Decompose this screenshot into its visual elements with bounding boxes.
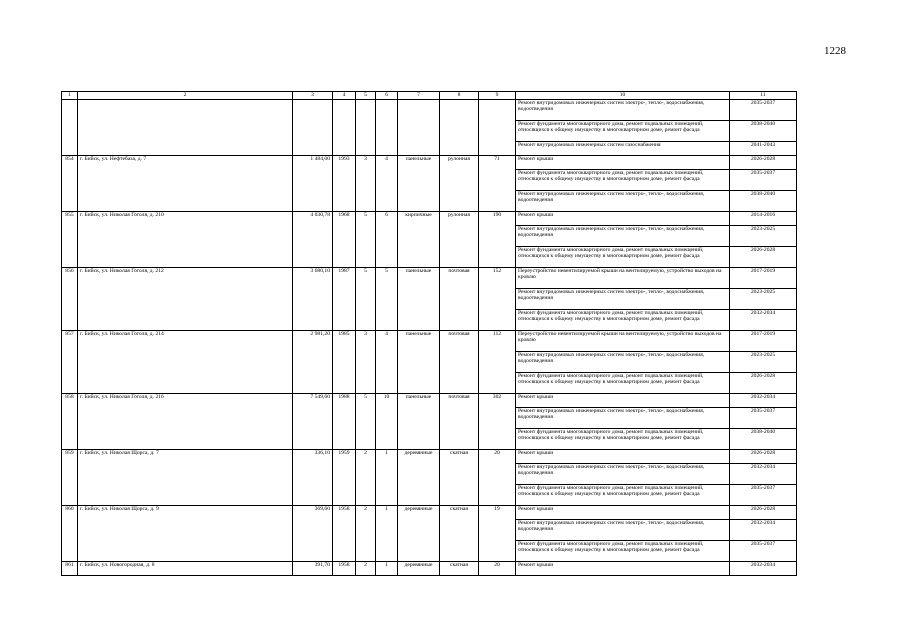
floors-cell: 3: [356, 330, 376, 393]
empty-cell: [78, 99, 293, 155]
entrances-cell: 4: [376, 155, 398, 211]
work-type-cell: Ремонт крыши: [516, 393, 730, 407]
residents-cell: 302: [479, 393, 516, 449]
work-period-cell: 2026-2028: [730, 246, 797, 267]
wall-material-cell: деревянные: [398, 561, 440, 575]
wall-material-cell: кирпичные: [398, 211, 440, 267]
work-type-cell: Ремонт крыши: [516, 561, 730, 575]
header-cell-7: 7: [398, 92, 440, 100]
area-cell: 1 484,00: [293, 155, 333, 211]
wall-material-cell: деревянные: [398, 505, 440, 561]
area-cell: 4 030,78: [293, 211, 333, 267]
header-cell-2: 2: [78, 92, 293, 100]
header-cell-9: 9: [479, 92, 516, 100]
work-period-cell: 2038-2040: [730, 120, 797, 141]
work-period-cell: 2017-2019: [730, 267, 797, 288]
table-row: [62, 449, 797, 463]
floors-cell: 5: [356, 393, 376, 449]
column-number-header-row: [62, 92, 797, 100]
building-number-cell: 854: [62, 155, 78, 211]
work-period-cell: 2035-2037: [730, 169, 797, 190]
empty-cell: [293, 99, 333, 155]
work-period-cell: 2035-2037: [730, 407, 797, 428]
roof-type-cell: скатная: [440, 505, 479, 561]
area-cell: 7 549,60: [293, 393, 333, 449]
wall-material-cell: панельные: [398, 393, 440, 449]
work-type-cell: Ремонт фундамента многоквартирного дома, ремонт подвальных помещений, относящихся к общему имуществу в многоквартирном доме, ремонт фасада: [516, 372, 730, 393]
work-period-cell: 2026-2028: [730, 505, 797, 519]
empty-cell: [62, 99, 78, 155]
work-period-cell: 2026-2028: [730, 449, 797, 463]
header-cell-1: 1: [62, 92, 78, 100]
empty-cell: [376, 99, 398, 155]
work-type-cell: Ремонт фундамента многоквартирного дома, ремонт подвальных помещений, относящихся к общему имуществу в многоквартирном доме, ремонт фасада: [516, 540, 730, 561]
roof-type-cell: рулонная: [440, 211, 479, 267]
building-number-cell: 859: [62, 449, 78, 505]
work-type-cell: Ремонт внутридомовых инженерных систем электро-, тепло-, водоснабжения, водоотведения: [516, 288, 730, 309]
roof-type-cell: почтовая: [440, 267, 479, 330]
page-number: 1228: [824, 45, 846, 57]
header-cell-8: 8: [440, 92, 479, 100]
floors-cell: 2: [356, 449, 376, 505]
header-cell-6: 6: [376, 92, 398, 100]
area-cell: 3 680,10: [293, 267, 333, 330]
table-row: [62, 393, 797, 407]
year-cell: 1958: [333, 561, 356, 575]
work-period-cell: 2035-2037: [730, 540, 797, 561]
work-type-cell: Ремонт внутридомовых инженерных систем электро-, тепло-, водоснабжения, водоотведения: [516, 99, 730, 120]
building-number-cell: 860: [62, 505, 78, 561]
work-period-cell: 2041-2043: [730, 141, 797, 155]
building-number-cell: 855: [62, 211, 78, 267]
building-number-cell: 858: [62, 393, 78, 449]
year-cell: 1993: [333, 155, 356, 211]
header-cell-10: 10: [516, 92, 730, 100]
work-period-cell: 2035-2037: [730, 99, 797, 120]
building-number-cell: 861: [62, 561, 78, 575]
table-row: [62, 267, 797, 288]
address-cell: г. Бийск, ул. Николая Гоголя, д. 212: [78, 267, 293, 330]
residents-cell: 20: [479, 449, 516, 505]
table-row: [62, 561, 797, 575]
work-period-cell: 2023-2025: [730, 351, 797, 372]
register-body: [62, 92, 797, 576]
address-cell: г. Бийск, ул. Николая Гоголя, д. 214: [78, 330, 293, 393]
work-type-cell: Ремонт фундамента многоквартирного дома, ремонт подвальных помещений, относящихся к общему имуществу в многоквартирном доме, ремонт фасада: [516, 484, 730, 505]
wall-material-cell: деревянные: [398, 449, 440, 505]
work-period-cell: 2038-2040: [730, 428, 797, 449]
address-cell: г. Бийск, ул. Николая Гоголя, д. 216: [78, 393, 293, 449]
work-type-cell: Ремонт фундамента многоквартирного дома, ремонт подвальных помещений, относящихся к общему имуществу в многоквартирном доме, ремонт фасада: [516, 120, 730, 141]
building-number-cell: 857: [62, 330, 78, 393]
work-period-cell: 2032-2034: [730, 309, 797, 330]
work-type-cell: Ремонт фундамента многоквартирного дома, ремонт подвальных помещений, относящихся к общему имуществу в многоквартирном доме, ремонт фасада: [516, 428, 730, 449]
residents-cell: 20: [479, 561, 516, 575]
work-type-cell: Переустройство невентилируемой крыши на вентилируемую, устройство выходов на кровлю: [516, 267, 730, 288]
work-type-cell: Ремонт внутридомовых инженерных систем электро-, тепло-, водоснабжения, водоотведения: [516, 519, 730, 540]
work-type-cell: Ремонт внутридомовых инженерных систем электро-, тепло-, водоснабжения, водоотведения: [516, 463, 730, 484]
work-type-cell: Ремонт крыши: [516, 449, 730, 463]
address-cell: г. Бийск, ул. Новогородная, д. 8: [78, 561, 293, 575]
floors-cell: 2: [356, 561, 376, 575]
empty-cell: [440, 99, 479, 155]
work-type-cell: Ремонт фундамента многоквартирного дома, ремонт подвальных помещений, относящихся к общему имуществу в многоквартирном доме, ремонт фасада: [516, 309, 730, 330]
roof-type-cell: рулонная: [440, 155, 479, 211]
work-period-cell: 2035-2037: [730, 484, 797, 505]
floors-cell: 3: [356, 155, 376, 211]
entrances-cell: 4: [376, 330, 398, 393]
work-period-cell: 2023-2025: [730, 288, 797, 309]
roof-type-cell: скатная: [440, 449, 479, 505]
address-cell: г. Бийск, ул. Николая Щорса, д. 7: [78, 449, 293, 505]
work-type-cell: Ремонт внутридомовых инженерных систем газоснабжения: [516, 141, 730, 155]
table-row: [62, 155, 797, 169]
work-type-cell: Ремонт крыши: [516, 211, 730, 225]
capital-repair-register-table: [61, 91, 797, 576]
area-cell: 2 981,20: [293, 330, 333, 393]
work-type-cell: Ремонт фундамента многоквартирного дома, ремонт подвальных помещений, относящихся к общему имуществу в многоквартирном доме, ремонт фасада: [516, 246, 730, 267]
work-period-cell: 2032-2034: [730, 393, 797, 407]
address-cell: г. Бийск, ул. Николая Гоголя, д. 210: [78, 211, 293, 267]
area-cell: 391,70: [293, 561, 333, 575]
work-type-cell: Ремонт внутридомовых инженерных систем электро-, тепло-, водоснабжения, водоотведения: [516, 407, 730, 428]
table-row: [62, 330, 797, 351]
roof-type-cell: скатная: [440, 561, 479, 575]
residents-cell: 19: [479, 505, 516, 561]
header-cell-3: 3: [293, 92, 333, 100]
work-type-cell: Ремонт внутридомовых инженерных систем электро-, тепло-, водоснабжения, водоотведения: [516, 190, 730, 211]
entrances-cell: 6: [376, 211, 398, 267]
work-type-cell: Ремонт внутридомовых инженерных систем электро-, тепло-, водоснабжения, водоотведения: [516, 225, 730, 246]
year-cell: 1985: [333, 330, 356, 393]
work-type-cell: Ремонт фундамента многоквартирного дома, ремонт подвальных помещений, относящихся к общему имуществу в многоквартирном доме, ремонт фасада: [516, 169, 730, 190]
entrances-cell: 1: [376, 505, 398, 561]
header-cell-4: 4: [333, 92, 356, 100]
header-cell-5: 5: [356, 92, 376, 100]
work-period-cell: 2014-2016: [730, 211, 797, 225]
empty-cell: [356, 99, 376, 155]
area-cell: 369,60: [293, 505, 333, 561]
year-cell: 1959: [333, 449, 356, 505]
year-cell: 1958: [333, 505, 356, 561]
wall-material-cell: панельные: [398, 267, 440, 330]
work-period-cell: 2026-2028: [730, 372, 797, 393]
area-cell: 336,10: [293, 449, 333, 505]
work-period-cell: 2017-2019: [730, 330, 797, 351]
address-cell: г. Бийск, ул. Нефтебаза, д. 7: [78, 155, 293, 211]
year-cell: 1968: [333, 211, 356, 267]
table-row: [62, 99, 797, 120]
floors-cell: 5: [356, 267, 376, 330]
work-type-cell: Ремонт крыши: [516, 505, 730, 519]
address-cell: г. Бийск, ул. Николая Щорса, д. 9: [78, 505, 293, 561]
year-cell: 1988: [333, 393, 356, 449]
work-type-cell: Ремонт внутридомовых инженерных систем электро-, тепло-, водоснабжения, водоотведения: [516, 351, 730, 372]
header-cell-11: 11: [730, 92, 797, 100]
empty-cell: [479, 99, 516, 155]
table-row: [62, 505, 797, 519]
table-row: [62, 211, 797, 225]
empty-cell: [333, 99, 356, 155]
work-period-cell: 2026-2028: [730, 155, 797, 169]
work-period-cell: 2032-2034: [730, 561, 797, 575]
wall-material-cell: панельные: [398, 330, 440, 393]
residents-cell: 112: [479, 330, 516, 393]
entrances-cell: 1: [376, 561, 398, 575]
year-cell: 1987: [333, 267, 356, 330]
entrances-cell: 1: [376, 449, 398, 505]
building-number-cell: 856: [62, 267, 78, 330]
roof-type-cell: почтовая: [440, 330, 479, 393]
wall-material-cell: панельные: [398, 155, 440, 211]
residents-cell: 190: [479, 211, 516, 267]
work-period-cell: 2038-2040: [730, 190, 797, 211]
entrances-cell: 10: [376, 393, 398, 449]
residents-cell: 152: [479, 267, 516, 330]
roof-type-cell: почтовая: [440, 393, 479, 449]
floors-cell: 2: [356, 505, 376, 561]
residents-cell: 71: [479, 155, 516, 211]
entrances-cell: 5: [376, 267, 398, 330]
empty-cell: [398, 99, 440, 155]
work-period-cell: 2032-2034: [730, 519, 797, 540]
work-type-cell: Ремонт крыши: [516, 155, 730, 169]
work-period-cell: 2032-2034: [730, 463, 797, 484]
work-period-cell: 2023-2025: [730, 225, 797, 246]
work-type-cell: Переустройство невентилируемой крыши на вентилируемую, устройство выходов на кровлю: [516, 330, 730, 351]
floors-cell: 5: [356, 211, 376, 267]
